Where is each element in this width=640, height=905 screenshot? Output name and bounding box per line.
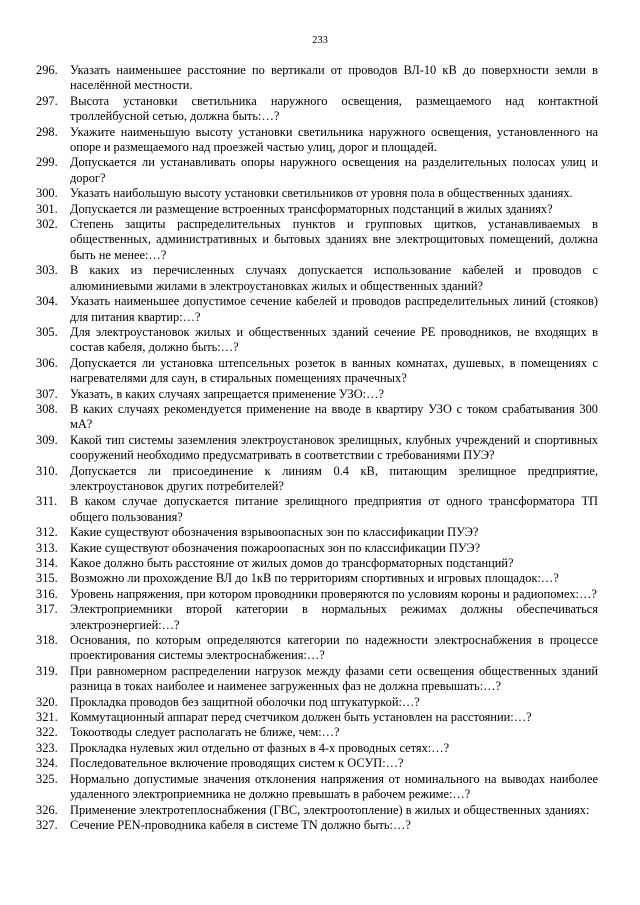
question-number: 299. <box>36 155 58 170</box>
question-item <box>0 664 640 695</box>
question-text: Высота установки светильника наружного освещения, размещаемого над контактной троллейбусной сетью, должна быть:…? <box>70 93 598 124</box>
question-text: Возможно ли прохождение ВЛ до 1кВ по территориям спортивных и игровых площадок:…? <box>70 571 559 586</box>
question-text: Для электроустановок жилых и общественных зданий сечение РЕ проводников, не входящих в состав кабеля, должно быть:…? <box>70 324 598 355</box>
question-item <box>0 525 640 540</box>
question-text: В каком случае допускается питание зрелищного предприятия от одного трансформатора ТП общего пользования? <box>70 494 598 524</box>
question-item <box>0 125 640 156</box>
question-item <box>0 571 640 586</box>
question-item <box>0 710 640 725</box>
question-text: Нормально допустимые значения отклонения напряжения от номинального на выводах наиболее удаленного электроприемника не должно превышать в рабочем режиме:…? <box>70 771 598 802</box>
question-text: Указать наименьшее расстояние по вертикали от проводов ВЛ-10 кВ до поверхности земли в населённой местности. <box>70 63 598 93</box>
question-text: Допускается ли присоединение к линиям 0.4 кВ, питающим зрелищное предприятие, электроустановок других потребителей? <box>70 463 598 493</box>
question-text: Прокладка проводов без защитной оболочки под штукатуркой:…? <box>70 694 420 709</box>
question-number: 296. <box>36 63 58 77</box>
question-number: 323. <box>36 740 58 755</box>
question-item <box>0 772 640 803</box>
question-number: 319. <box>36 663 58 678</box>
question-item <box>0 402 640 433</box>
page-number: 233 <box>312 35 328 46</box>
question-text: Уровень напряжения, при котором проводники проверяются по условиям короны и радиопомех:…? <box>70 586 597 601</box>
question-item <box>0 602 640 633</box>
question-item <box>0 695 640 710</box>
question-number: 314. <box>36 556 58 570</box>
question-item <box>0 803 640 818</box>
question-number: 327. <box>36 817 58 832</box>
question-text: Основания, по которым определяются категории по надежности электроснабжения в процессе проектирования системы электроснабжения:…? <box>70 633 598 663</box>
question-text: Токоотводы следует располагать не ближе, чем:…? <box>70 725 340 740</box>
question-item <box>0 263 640 294</box>
question-number: 303. <box>36 263 58 278</box>
question-item <box>0 325 640 356</box>
question-text: Допускается ли устанавливать опоры наружного освещения на разделительных полосах улиц и дорог? <box>70 155 598 185</box>
question-text: Какие существуют обозначения взрывоопасных зон по классификации ПУЭ? <box>70 525 479 540</box>
question-text: Какой тип системы заземления электроустановок зрелищных, клубных учреждений и спортивных сооружений необходимо предусматривать в соответствии с требованиями ПУЭ? <box>70 432 598 463</box>
question-text: Электроприемники второй категории в нормальных режимах должны обеспечиваться электроэнергией:…? <box>70 602 598 632</box>
question-item <box>0 633 640 664</box>
question-number: 321. <box>36 710 58 725</box>
question-item <box>0 294 640 325</box>
question-item <box>0 818 640 833</box>
question-number: 305. <box>36 324 58 339</box>
question-number: 308. <box>36 401 58 416</box>
question-list <box>0 63 640 833</box>
question-number: 312. <box>36 525 58 540</box>
question-number: 311. <box>36 494 58 509</box>
question-number: 304. <box>36 294 58 309</box>
question-text: Степень защиты распределительных пунктов и групповых щитков, устанавливаемых в общественных, административных и бытовых зданиях вне электрощитовых помещений, должна быть не менее:…? <box>70 217 598 262</box>
question-number: 309. <box>36 432 58 447</box>
question-text: В каких случаях рекомендуется применение на вводе в квартиру УЗО с током срабатывания 300 мА? <box>70 401 598 432</box>
question-item <box>0 217 640 263</box>
question-text: Какое должно быть расстояние от жилых домов до трансформаторных подстанций? <box>70 556 514 570</box>
question-text: Допускается ли установка штепсельных розеток в ванных комнатах, душевых, в помещениях с нагревателями для саун, в стиральных помещениях прачечных? <box>70 355 598 386</box>
question-text: В каких из перечисленных случаях допускается использование кабелей и проводов с алюминиевыми жилами в электроустановках жилых и общественных зданий? <box>70 263 598 293</box>
question-text: При равномерном распределении нагрузок между фазами сети освещения общественных зданий разница в токах наиболее и наименее загруженных фаз не должна превышать:…? <box>70 663 598 694</box>
question-number: 320. <box>36 694 58 709</box>
question-item <box>0 756 640 771</box>
question-item <box>0 63 640 94</box>
question-number: 313. <box>36 540 58 555</box>
question-number: 315. <box>36 571 58 586</box>
question-item <box>0 541 640 556</box>
question-text: Коммутационный аппарат перед счетчиком должен быть установлен на расстоянии:…? <box>70 710 532 725</box>
question-number: 307. <box>36 386 58 401</box>
question-text: Применение электротеплоснабжения (ГВС, электроотопление) в жилых и общественных зданиях: <box>70 802 590 817</box>
question-text: Последовательное включение проводящих систем к ОСУП:…? <box>70 756 404 771</box>
question-number: 322. <box>36 725 58 740</box>
question-item <box>0 433 640 464</box>
question-number: 324. <box>36 756 58 771</box>
question-number: 298. <box>36 124 58 139</box>
question-number: 306. <box>36 355 58 370</box>
question-item <box>0 387 640 402</box>
question-text: Сечение PEN-проводника кабеля в системе TN должно быть:…? <box>70 817 411 832</box>
question-number: 302. <box>36 217 58 232</box>
question-number: 326. <box>36 802 58 817</box>
question-item <box>0 356 640 387</box>
question-item <box>0 556 640 571</box>
question-item <box>0 186 640 201</box>
question-number: 325. <box>36 771 58 786</box>
question-item <box>0 464 640 495</box>
question-text: Указать наименьшее допустимое сечение кабелей и проводов распределительных линий (стояков) для питания квартир:…? <box>70 294 598 324</box>
question-item <box>0 725 640 740</box>
question-item <box>0 741 640 756</box>
question-text: Прокладка нулевых жил отдельно от фазных в 4-х проводных сетях:…? <box>70 740 450 755</box>
question-number: 300. <box>36 186 58 201</box>
question-item <box>0 494 640 525</box>
question-text: Указать, в каких случаях запрещается применение УЗО:…? <box>70 386 385 401</box>
question-number: 297. <box>36 93 58 108</box>
question-item <box>0 202 640 217</box>
question-number: 317. <box>36 602 58 617</box>
question-text: Какие существуют обозначения пожароопасных зон по классификации ПУЭ? <box>70 540 481 555</box>
question-item <box>0 587 640 602</box>
question-item <box>0 155 640 186</box>
question-number: 310. <box>36 463 58 478</box>
question-item <box>0 94 640 125</box>
question-number: 318. <box>36 633 58 648</box>
question-text: Укажите наименьшую высоту установки светильника наружного освещения, установленного на опоре и размещаемого над проезжей частью улиц, дорог и площадей. <box>70 124 598 155</box>
question-text: Допускается ли размещение встроенных трансформаторных подстанций в жилых зданиях? <box>70 201 553 216</box>
question-text: Указать наибольшую высоту установки светильников от уровня пола в общественных зданиях. <box>70 186 573 201</box>
question-number: 301. <box>36 201 58 216</box>
question-number: 316. <box>36 586 58 601</box>
